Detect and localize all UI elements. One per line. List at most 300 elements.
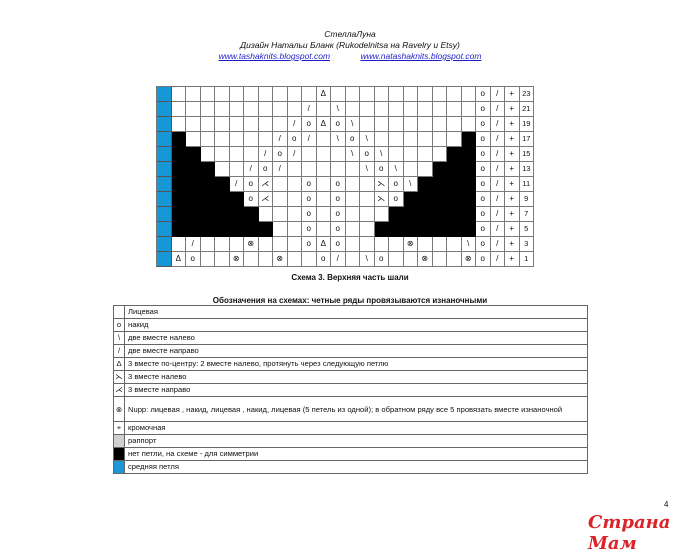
chart-stitch-cell bbox=[389, 147, 404, 162]
blog-links bbox=[0, 51, 700, 61]
chart-stitch-cell: ⊗ bbox=[244, 237, 259, 252]
no-stitch-cell bbox=[404, 222, 419, 237]
chart-stitch-cell bbox=[201, 237, 216, 252]
chart-stitch-cell bbox=[273, 207, 288, 222]
legend-symbol: o bbox=[114, 319, 125, 332]
chart-stitch-cell: o bbox=[244, 177, 259, 192]
middle-stitch-cell bbox=[157, 102, 172, 117]
no-stitch-cell bbox=[447, 162, 462, 177]
chart-stitch-cell bbox=[360, 222, 375, 237]
chart-stitch-cell bbox=[389, 237, 404, 252]
no-stitch-cell bbox=[201, 192, 216, 207]
legend-row bbox=[114, 461, 588, 474]
chart-stitch-cell bbox=[273, 117, 288, 132]
chart-stitch-cell: \ bbox=[331, 102, 346, 117]
chart-stitch-cell bbox=[259, 102, 274, 117]
edge-stitch-cell: / bbox=[491, 237, 506, 252]
edge-stitch-cell: o bbox=[476, 132, 491, 147]
chart-stitch-cell bbox=[273, 102, 288, 117]
legend-row bbox=[114, 345, 588, 358]
chart-stitch-cell: ⋌ bbox=[259, 192, 274, 207]
edge-stitch-cell: o bbox=[476, 162, 491, 177]
no-stitch-cell bbox=[447, 147, 462, 162]
chart-stitch-cell bbox=[375, 117, 390, 132]
no-stitch-cell bbox=[172, 207, 187, 222]
chart-stitch-cell bbox=[317, 132, 332, 147]
chart-stitch-cell bbox=[331, 87, 346, 102]
chart-stitch-cell bbox=[317, 177, 332, 192]
no-stitch-cell bbox=[186, 207, 201, 222]
legend-row bbox=[114, 422, 588, 435]
chart-stitch-cell bbox=[375, 87, 390, 102]
row-number: 3 bbox=[520, 237, 535, 252]
no-stitch-cell bbox=[201, 162, 216, 177]
chart-stitch-cell bbox=[288, 177, 303, 192]
chart-stitch-cell: o bbox=[346, 132, 361, 147]
middle-stitch-cell bbox=[157, 237, 172, 252]
chart-stitch-cell bbox=[172, 237, 187, 252]
chart-stitch-cell bbox=[215, 87, 230, 102]
knitting-chart bbox=[156, 86, 534, 267]
chart-stitch-cell bbox=[302, 162, 317, 177]
chart-stitch-cell bbox=[288, 192, 303, 207]
edge-stitch-cell: + bbox=[505, 102, 520, 117]
legend-label: 3 вместе налево bbox=[125, 371, 588, 384]
legend-label: кромочная bbox=[125, 422, 588, 435]
chart-stitch-cell bbox=[418, 147, 433, 162]
edge-stitch-cell: / bbox=[491, 132, 506, 147]
chart-stitch-cell bbox=[389, 102, 404, 117]
edge-stitch-cell: o bbox=[476, 207, 491, 222]
edge-stitch-cell: + bbox=[505, 192, 520, 207]
chart-stitch-cell: ⋋ bbox=[375, 177, 390, 192]
chart-stitch-cell bbox=[433, 252, 448, 267]
chart-stitch-cell bbox=[418, 102, 433, 117]
edge-stitch-cell: o bbox=[476, 87, 491, 102]
chart-stitch-cell bbox=[273, 177, 288, 192]
chart-stitch-cell bbox=[360, 177, 375, 192]
edge-stitch-cell: / bbox=[491, 207, 506, 222]
chart-stitch-cell bbox=[346, 207, 361, 222]
chart-stitch-cell: o bbox=[389, 177, 404, 192]
no-stitch-cell bbox=[462, 207, 477, 222]
chart-stitch-cell: Δ bbox=[317, 237, 332, 252]
chart-stitch-cell bbox=[302, 87, 317, 102]
chart-stitch-cell bbox=[360, 102, 375, 117]
chart-stitch-cell bbox=[389, 132, 404, 147]
chart-stitch-cell: o bbox=[375, 252, 390, 267]
middle-stitch-cell bbox=[157, 162, 172, 177]
chart-stitch-cell: ⊗ bbox=[404, 237, 419, 252]
chart-stitch-cell bbox=[288, 162, 303, 177]
no-stitch-cell bbox=[404, 192, 419, 207]
no-stitch-cell bbox=[404, 207, 419, 222]
chart-stitch-cell: o bbox=[302, 117, 317, 132]
chart-stitch-cell: ⊗ bbox=[418, 252, 433, 267]
chart-stitch-cell bbox=[360, 207, 375, 222]
edge-stitch-cell: + bbox=[505, 162, 520, 177]
no-stitch-cell bbox=[201, 177, 216, 192]
no-stitch-cell bbox=[186, 162, 201, 177]
chart-stitch-cell bbox=[346, 102, 361, 117]
legend-row bbox=[114, 435, 588, 448]
legend-table bbox=[113, 305, 588, 474]
chart-stitch-cell bbox=[230, 132, 245, 147]
legend-label: средняя петля bbox=[125, 461, 588, 474]
chart-stitch-cell bbox=[288, 87, 303, 102]
chart-stitch-cell bbox=[273, 87, 288, 102]
middle-stitch-cell bbox=[157, 177, 172, 192]
no-stitch-cell bbox=[186, 192, 201, 207]
edge-stitch-cell: / bbox=[491, 192, 506, 207]
chart-stitch-cell bbox=[447, 117, 462, 132]
chart-stitch-cell: / bbox=[273, 132, 288, 147]
chart-stitch-cell bbox=[201, 102, 216, 117]
designer-line: Дизайн Натальи Бланк (Rukodelnitsa на Ravelry и Etsy) bbox=[240, 40, 460, 50]
legend-label: две вместе налево bbox=[125, 332, 588, 345]
legend-row bbox=[114, 397, 588, 422]
no-stitch-cell bbox=[375, 222, 390, 237]
chart-stitch-cell: \ bbox=[346, 147, 361, 162]
edge-stitch-cell: + bbox=[505, 222, 520, 237]
chart-stitch-cell bbox=[244, 117, 259, 132]
chart-stitch-cell: o bbox=[389, 192, 404, 207]
legend-row bbox=[114, 384, 588, 397]
row-number: 7 bbox=[520, 207, 535, 222]
middle-stitch-cell bbox=[157, 252, 172, 267]
chart-stitch-cell bbox=[317, 102, 332, 117]
chart-stitch-cell: / bbox=[302, 102, 317, 117]
chart-stitch-cell bbox=[215, 252, 230, 267]
row-number: 9 bbox=[520, 192, 535, 207]
chart-stitch-cell: / bbox=[288, 117, 303, 132]
legend-title: Обозначения на схемах: четные ряды провязываются изнаночными bbox=[212, 296, 488, 305]
no-stitch-cell bbox=[230, 222, 245, 237]
legend-label: 3 вместе по-центру: 2 вместе налево, протянуть через следующую петлю bbox=[125, 358, 588, 371]
chart-stitch-cell bbox=[462, 117, 477, 132]
edge-stitch-cell: o bbox=[476, 252, 491, 267]
chart-stitch-cell bbox=[230, 102, 245, 117]
edge-stitch-cell: + bbox=[505, 207, 520, 222]
chart-stitch-cell bbox=[244, 102, 259, 117]
no-stitch-cell bbox=[201, 222, 216, 237]
middle-stitch-cell bbox=[157, 117, 172, 132]
no-stitch-cell bbox=[462, 162, 477, 177]
no-stitch-cell bbox=[389, 207, 404, 222]
chart-stitch-cell: o bbox=[288, 132, 303, 147]
edge-stitch-cell: / bbox=[491, 147, 506, 162]
chart-stitch-cell bbox=[317, 162, 332, 177]
chart-stitch-cell bbox=[244, 147, 259, 162]
chart-stitch-cell bbox=[172, 117, 187, 132]
legend-symbol: ⊗ bbox=[114, 397, 125, 422]
chart-stitch-cell: ⋋ bbox=[375, 192, 390, 207]
middle-stitch-cell bbox=[157, 207, 172, 222]
edge-stitch-cell: o bbox=[476, 102, 491, 117]
chart-stitch-cell bbox=[433, 147, 448, 162]
chart-stitch-cell bbox=[447, 252, 462, 267]
chart-stitch-cell bbox=[317, 222, 332, 237]
edge-stitch-cell: + bbox=[505, 117, 520, 132]
edge-stitch-cell: + bbox=[505, 252, 520, 267]
chart-stitch-cell bbox=[302, 147, 317, 162]
chart-stitch-cell: / bbox=[331, 252, 346, 267]
legend-symbol: / bbox=[114, 345, 125, 358]
chart-stitch-cell bbox=[346, 87, 361, 102]
edge-stitch-cell: / bbox=[491, 87, 506, 102]
chart-stitch-cell bbox=[462, 102, 477, 117]
legend-symbol bbox=[114, 448, 125, 461]
legend-symbol bbox=[114, 435, 125, 448]
no-stitch-cell bbox=[433, 177, 448, 192]
chart-stitch-cell bbox=[418, 237, 433, 252]
legend-label: накид bbox=[125, 319, 588, 332]
link-natashaknits[interactable]: www.natashaknits.blogspot.com bbox=[360, 51, 482, 61]
chart-stitch-cell: Δ bbox=[317, 87, 332, 102]
chart-stitch-cell: o bbox=[375, 162, 390, 177]
legend-label: раппорт bbox=[125, 435, 588, 448]
row-number: 23 bbox=[520, 87, 535, 102]
chart-stitch-cell bbox=[404, 102, 419, 117]
chart-stitch-cell bbox=[215, 117, 230, 132]
edge-stitch-cell: / bbox=[491, 117, 506, 132]
middle-stitch-cell bbox=[157, 222, 172, 237]
chart-stitch-cell bbox=[447, 132, 462, 147]
no-stitch-cell bbox=[418, 177, 433, 192]
row-number: 5 bbox=[520, 222, 535, 237]
legend-row bbox=[114, 371, 588, 384]
no-stitch-cell bbox=[215, 222, 230, 237]
chart-stitch-cell: o bbox=[302, 177, 317, 192]
no-stitch-cell bbox=[259, 222, 274, 237]
chart-stitch-cell bbox=[215, 237, 230, 252]
chart-stitch-cell: Δ bbox=[172, 252, 187, 267]
no-stitch-cell bbox=[433, 207, 448, 222]
chart-stitch-cell: / bbox=[288, 147, 303, 162]
chart-stitch-cell bbox=[230, 87, 245, 102]
chart-stitch-cell bbox=[259, 132, 274, 147]
chart-stitch-cell bbox=[447, 87, 462, 102]
chart-stitch-cell bbox=[230, 147, 245, 162]
chart-stitch-cell: o bbox=[331, 117, 346, 132]
chart-stitch-cell bbox=[172, 102, 187, 117]
chart-stitch-cell bbox=[244, 252, 259, 267]
chart-caption: Схема 3. Верхняя часть шали bbox=[291, 273, 409, 282]
chart-stitch-cell bbox=[418, 87, 433, 102]
chart-stitch-cell: / bbox=[259, 147, 274, 162]
chart-stitch-cell bbox=[462, 87, 477, 102]
no-stitch-cell bbox=[186, 222, 201, 237]
legend-symbol: ⋋ bbox=[114, 371, 125, 384]
chart-stitch-cell bbox=[418, 162, 433, 177]
no-stitch-cell bbox=[172, 177, 187, 192]
chart-stitch-cell bbox=[375, 207, 390, 222]
chart-stitch-cell bbox=[288, 237, 303, 252]
no-stitch-cell bbox=[462, 132, 477, 147]
chart-stitch-cell bbox=[288, 102, 303, 117]
no-stitch-cell bbox=[433, 192, 448, 207]
chart-stitch-cell bbox=[433, 237, 448, 252]
chart-stitch-cell: \ bbox=[375, 147, 390, 162]
legend-label: 3 вместе направо bbox=[125, 384, 588, 397]
chart-stitch-cell bbox=[172, 87, 187, 102]
chart-stitch-cell bbox=[433, 87, 448, 102]
legend-symbol: Δ bbox=[114, 358, 125, 371]
chart-stitch-cell bbox=[201, 132, 216, 147]
chart-stitch-cell bbox=[404, 117, 419, 132]
chart-stitch-cell bbox=[215, 102, 230, 117]
chart-stitch-cell bbox=[259, 252, 274, 267]
chart-stitch-cell bbox=[433, 117, 448, 132]
edge-stitch-cell: / bbox=[491, 177, 506, 192]
pattern-author-line: СтеллаЛуна bbox=[324, 29, 376, 39]
chart-stitch-cell: ⊗ bbox=[273, 252, 288, 267]
legend-symbol: ⋌ bbox=[114, 384, 125, 397]
no-stitch-cell bbox=[418, 192, 433, 207]
chart-stitch-cell bbox=[288, 252, 303, 267]
no-stitch-cell bbox=[244, 222, 259, 237]
no-stitch-cell bbox=[230, 207, 245, 222]
chart-stitch-cell: Δ bbox=[317, 117, 332, 132]
chart-stitch-cell: o bbox=[186, 252, 201, 267]
no-stitch-cell bbox=[215, 207, 230, 222]
chart-stitch-cell bbox=[273, 237, 288, 252]
chart-stitch-cell bbox=[201, 147, 216, 162]
chart-stitch-cell bbox=[215, 162, 230, 177]
no-stitch-cell bbox=[186, 147, 201, 162]
edge-stitch-cell: / bbox=[491, 162, 506, 177]
legend-label: две вместе направо bbox=[125, 345, 588, 358]
chart-stitch-cell bbox=[201, 87, 216, 102]
chart-stitch-cell bbox=[259, 237, 274, 252]
edge-stitch-cell: + bbox=[505, 237, 520, 252]
no-stitch-cell bbox=[172, 162, 187, 177]
chart-stitch-cell bbox=[346, 222, 361, 237]
no-stitch-cell bbox=[201, 207, 216, 222]
chart-stitch-cell bbox=[201, 252, 216, 267]
chart-stitch-cell: / bbox=[244, 162, 259, 177]
chart-stitch-cell: / bbox=[273, 162, 288, 177]
chart-stitch-cell bbox=[186, 87, 201, 102]
chart-stitch-cell: \ bbox=[346, 117, 361, 132]
no-stitch-cell bbox=[462, 147, 477, 162]
row-number: 21 bbox=[520, 102, 535, 117]
chart-stitch-cell bbox=[331, 147, 346, 162]
no-stitch-cell bbox=[462, 177, 477, 192]
chart-stitch-cell bbox=[375, 102, 390, 117]
chart-stitch-cell bbox=[273, 192, 288, 207]
row-number: 1 bbox=[520, 252, 535, 267]
edge-stitch-cell: / bbox=[491, 222, 506, 237]
chart-stitch-cell: o bbox=[331, 192, 346, 207]
chart-stitch-cell bbox=[186, 132, 201, 147]
chart-stitch-cell: / bbox=[230, 177, 245, 192]
chart-stitch-cell bbox=[230, 237, 245, 252]
legend-row bbox=[114, 306, 588, 319]
chart-stitch-cell bbox=[331, 162, 346, 177]
no-stitch-cell bbox=[418, 222, 433, 237]
chart-stitch-cell bbox=[244, 87, 259, 102]
chart-stitch-cell bbox=[215, 147, 230, 162]
chart-stitch-cell: \ bbox=[360, 132, 375, 147]
chart-stitch-cell: o bbox=[360, 147, 375, 162]
chart-stitch-cell bbox=[375, 132, 390, 147]
row-number: 19 bbox=[520, 117, 535, 132]
chart-stitch-cell bbox=[360, 237, 375, 252]
no-stitch-cell bbox=[172, 222, 187, 237]
legend-row bbox=[114, 448, 588, 461]
chart-stitch-cell bbox=[404, 252, 419, 267]
middle-stitch-cell bbox=[157, 192, 172, 207]
chart-stitch-cell bbox=[418, 117, 433, 132]
chart-stitch-cell: \ bbox=[331, 132, 346, 147]
chart-stitch-cell bbox=[288, 207, 303, 222]
middle-stitch-cell bbox=[157, 147, 172, 162]
chart-stitch-cell: o bbox=[244, 192, 259, 207]
no-stitch-cell bbox=[244, 207, 259, 222]
link-tashaknits[interactable]: www.tashaknits.blogspot.com bbox=[218, 51, 331, 61]
legend-label: нет петли, на схеме - для симметрии bbox=[125, 448, 588, 461]
chart-stitch-cell: o bbox=[302, 237, 317, 252]
legend-label: Лицевая bbox=[125, 306, 588, 319]
row-number: 17 bbox=[520, 132, 535, 147]
site-watermark-logo: Страна Мам bbox=[588, 512, 671, 554]
edge-stitch-cell: + bbox=[505, 177, 520, 192]
chart-stitch-cell: / bbox=[302, 132, 317, 147]
edge-stitch-cell: o bbox=[476, 222, 491, 237]
chart-stitch-cell: o bbox=[273, 147, 288, 162]
chart-stitch-cell bbox=[288, 222, 303, 237]
chart-stitch-cell: o bbox=[317, 252, 332, 267]
no-stitch-cell bbox=[172, 147, 187, 162]
chart-stitch-cell: ⋌ bbox=[259, 177, 274, 192]
chart-stitch-cell: o bbox=[331, 237, 346, 252]
chart-stitch-cell bbox=[360, 87, 375, 102]
no-stitch-cell bbox=[447, 177, 462, 192]
legend-row bbox=[114, 319, 588, 332]
chart-stitch-cell: o bbox=[302, 192, 317, 207]
chart-stitch-cell bbox=[447, 102, 462, 117]
row-number: 11 bbox=[520, 177, 535, 192]
legend-symbol: + bbox=[114, 422, 125, 435]
chart-stitch-cell: o bbox=[302, 222, 317, 237]
chart-stitch-cell bbox=[447, 237, 462, 252]
edge-stitch-cell: o bbox=[476, 192, 491, 207]
chart-stitch-cell bbox=[375, 237, 390, 252]
legend-symbol: \ bbox=[114, 332, 125, 345]
chart-stitch-cell: o bbox=[331, 207, 346, 222]
chart-stitch-cell bbox=[317, 207, 332, 222]
no-stitch-cell bbox=[433, 162, 448, 177]
no-stitch-cell bbox=[172, 132, 187, 147]
middle-stitch-cell bbox=[157, 87, 172, 102]
chart-stitch-cell bbox=[433, 132, 448, 147]
no-stitch-cell bbox=[462, 222, 477, 237]
no-stitch-cell bbox=[433, 222, 448, 237]
chart-stitch-cell: o bbox=[302, 207, 317, 222]
middle-stitch-cell bbox=[157, 132, 172, 147]
no-stitch-cell bbox=[447, 192, 462, 207]
chart-stitch-cell bbox=[404, 87, 419, 102]
chart-stitch-cell: ⊗ bbox=[230, 252, 245, 267]
chart-stitch-cell bbox=[360, 117, 375, 132]
chart-stitch-cell: \ bbox=[360, 162, 375, 177]
no-stitch-cell bbox=[230, 192, 245, 207]
edge-stitch-cell: / bbox=[491, 102, 506, 117]
no-stitch-cell bbox=[172, 192, 187, 207]
chart-stitch-cell bbox=[230, 117, 245, 132]
chart-stitch-cell bbox=[389, 252, 404, 267]
